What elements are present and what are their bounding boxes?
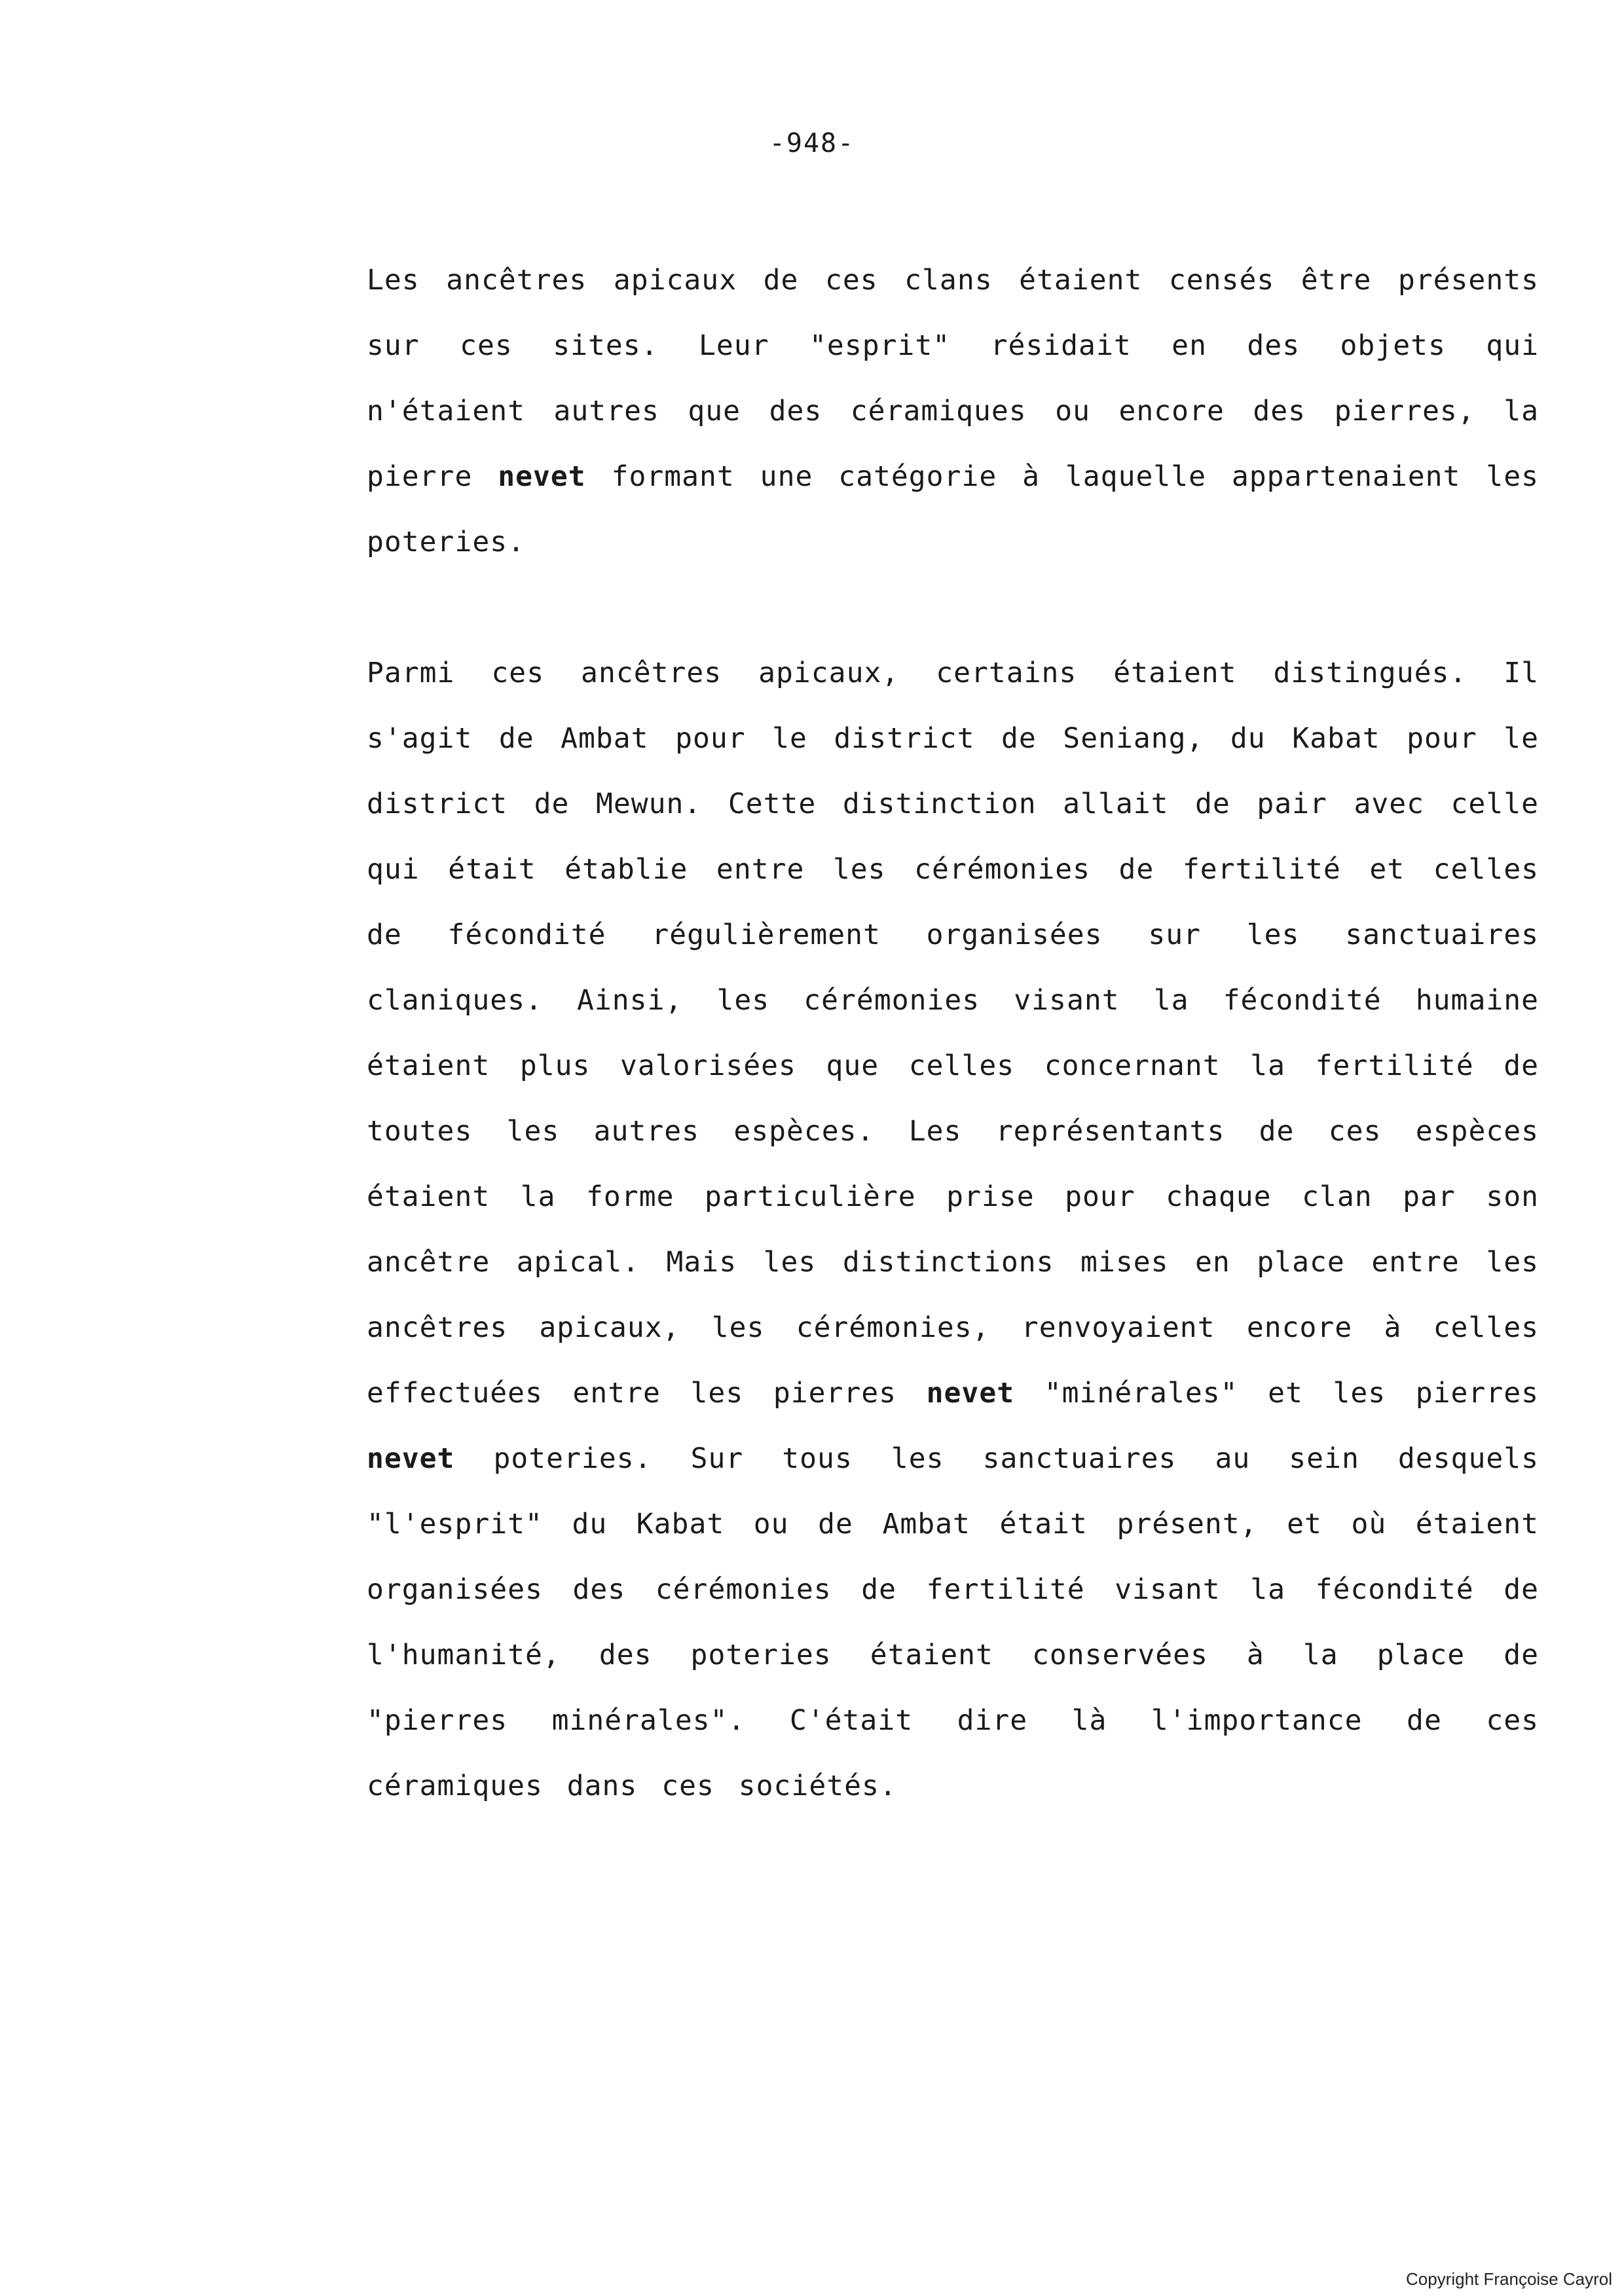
page-number: -948-	[769, 128, 855, 158]
paragraph-2-term-2: nevet	[367, 1442, 455, 1475]
paragraph-1-text-2: formant une catégorie à laquelle appartenaient les poteries.	[367, 460, 1539, 558]
paragraph-1-text-1: Les ancêtres apicaux de ces clans étaient censés être présents sur ces sites. Leur "esprit" résidait en des objets qui n'étaient autres que des céramiques ou encore des pierres, la pierre	[367, 264, 1539, 493]
paragraph-2-term-1: nevet	[926, 1377, 1015, 1410]
paragraph-2-text-2: "minérales" et les pierres	[1014, 1377, 1539, 1410]
paragraph-2-text-3: poteries. Sur tous les sanctuaires au sein desquels "l'esprit" du Kabat ou de Ambat était présent, et où étaient organisées des cérémonies de fertilité visant la fécondité de l'humanité, des poteries étaient conservées à la place de "pierres minérales". C'était dire là l'importance de ces céramiques dans ces sociétés.	[367, 1442, 1539, 1802]
paragraph-1-term-1: nevet	[498, 460, 586, 493]
paragraph-2-text-1: Parmi ces ancêtres apicaux, certains étaient distingués. Il s'agit de Ambat pour le district de Seniang, du Kabat pour le district de Mewun. Cette distinction allait de pair avec celle qui était établie entre les cérémonies de fertilité et celles de fécondité régulièrement organisées sur les sanctuaires claniques. Ainsi, les cérémonies visant la fécondité humaine étaient plus valorisées que celles concernant la fertilité de toutes les autres espèces. Les représentants de ces espèces étaient la forme particulière prise pour chaque clan par son ancêtre apical. Mais les distinctions mises en place entre les ancêtres apicaux, les cérémonies, renvoyaient encore à celles effectuées entre les pierres	[367, 657, 1539, 1410]
paragraph-1	[367, 247, 1539, 575]
copyright-notice: Copyright Françoise Cayrol	[1405, 2269, 1612, 2289]
paragraph-2	[367, 640, 1539, 1819]
